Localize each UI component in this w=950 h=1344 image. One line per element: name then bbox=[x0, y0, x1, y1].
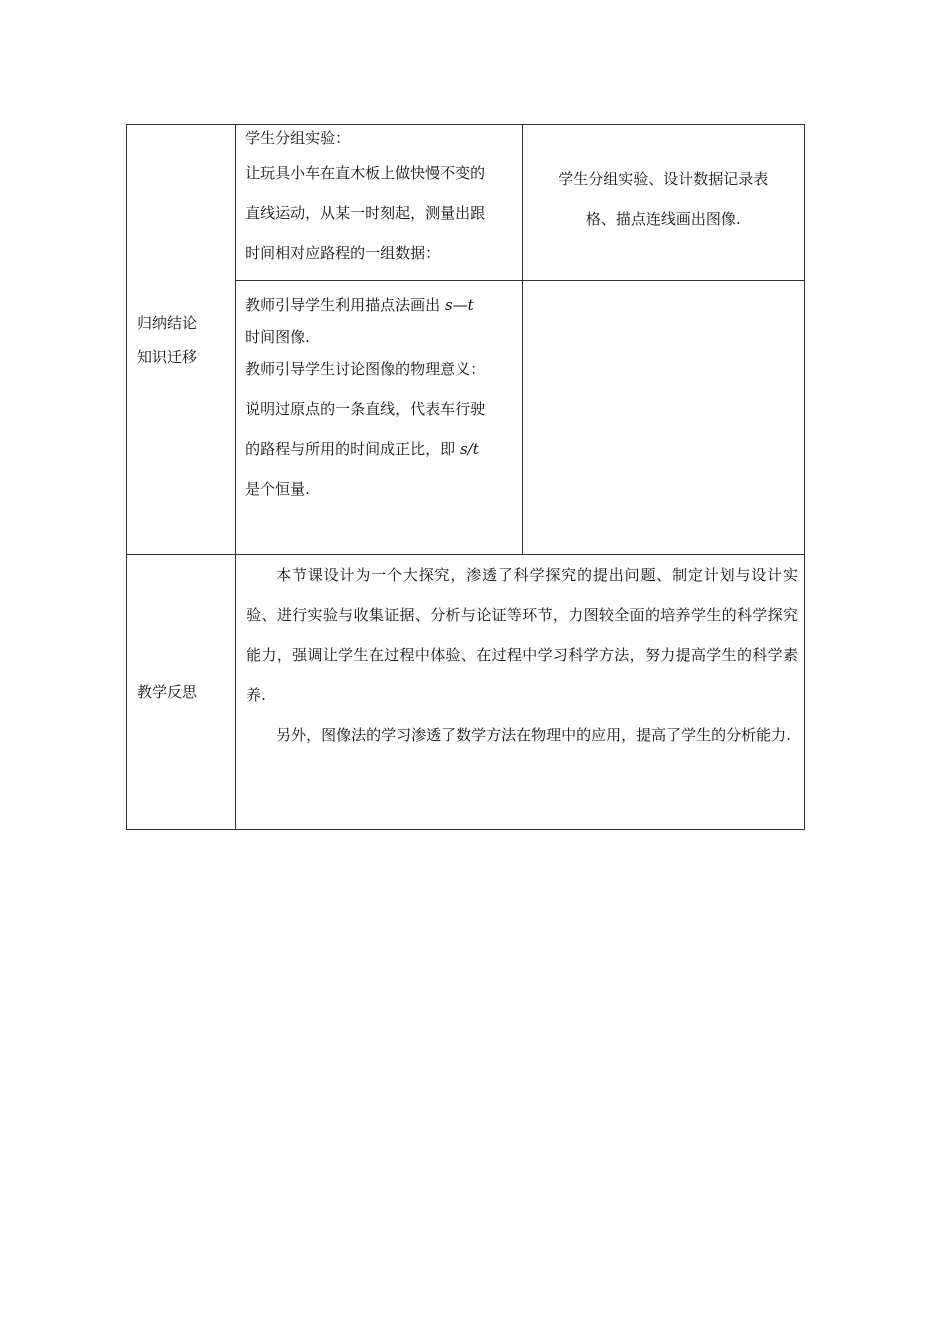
math-expression: s/t bbox=[459, 440, 479, 458]
table-row bbox=[127, 555, 805, 830]
guidance-line: 时间图像. bbox=[245, 328, 310, 346]
guidance-line bbox=[245, 285, 515, 325]
table-row bbox=[127, 125, 805, 281]
guidance-text: 的路程与所用的时间成正比，即 bbox=[245, 440, 456, 458]
guidance-text: 教师引导学生利用描点法画出 bbox=[245, 296, 441, 314]
guidance-line bbox=[245, 429, 515, 469]
student-activity-cell bbox=[522, 125, 804, 281]
section-label-line: 知识迁移 bbox=[137, 347, 198, 366]
guidance-line: 是个恒量. bbox=[245, 480, 310, 498]
guidance-line: 教师引导学生讨论图像的物理意义： bbox=[245, 360, 486, 378]
section-label-line: 教学反思 bbox=[137, 683, 198, 701]
section-label-conclusion bbox=[127, 125, 236, 555]
math-expression: s—t bbox=[444, 296, 474, 314]
guidance-line: 说明过原点的一条直线，代表车行驶 bbox=[245, 400, 486, 418]
experiment-line: 直线运动，从某一时刻起，测量出跟 bbox=[245, 204, 486, 222]
teaching-process-cell bbox=[236, 281, 522, 555]
teaching-process-cell bbox=[236, 125, 522, 281]
section-label-line: 归纳结论 bbox=[137, 313, 198, 332]
experiment-line: 让玩具小车在直木板上做快慢不变的 bbox=[245, 164, 486, 182]
student-activity-cell-empty bbox=[522, 281, 804, 555]
activity-line: 学生分组实验、设计数据记录表 bbox=[558, 170, 769, 188]
section-label-reflection bbox=[127, 555, 236, 830]
experiment-line: 时间相对应路程的一组数据： bbox=[245, 244, 441, 262]
reflection-paragraph: 另外，图像法的学习渗透了数学方法在物理中的应用，提高了学生的分析能力. bbox=[276, 726, 791, 744]
experiment-title: 学生分组实验： bbox=[245, 129, 351, 147]
reflection-paragraph: 本节课设计为一个大探究，渗透了科学探究的提出问题、制定计划与设计实验、进行实验与收集证据、分析与论证等环节，力图较全面的培养学生的科学探究能力，强调让学生在过程中体验、在过程中学习科学方法，努力提高学生的科学素养. bbox=[246, 566, 798, 704]
activity-line: 格、描点连线画出图像. bbox=[585, 210, 741, 228]
reflection-cell bbox=[236, 555, 805, 830]
lesson-plan-table bbox=[126, 124, 805, 830]
